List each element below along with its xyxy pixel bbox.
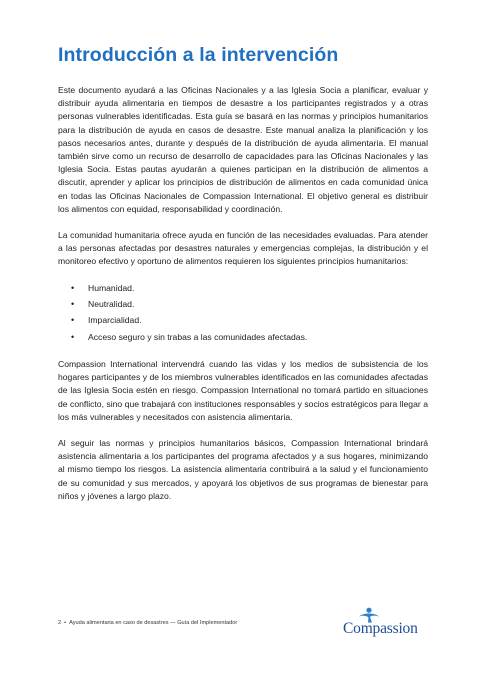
list-item: • Neutralidad.	[88, 298, 428, 311]
principles-list	[58, 282, 428, 344]
body-text	[58, 84, 428, 516]
list-item: • Acceso seguro y sin trabas a las comunidades afectadas.	[88, 331, 428, 344]
list-item: • Humanidad.	[88, 282, 428, 295]
bullet-icon: •	[71, 315, 75, 326]
intervention-paragraph: Compassion International intervendrá cuando las vidas y los medios de subsistencia de los hogares participantes y de los miembros vulnerables identificados en las comunidades afectadas de las Iglesia Socia estén en riesgo. Compassion International no tomará partido en situaciones de conflicto, sino que trabajará con instituciones responsables y socios estratégicos para llegar a los más vulnerables y necesitados con asistencia alimentaria.	[58, 359, 428, 422]
compassion-logo	[343, 607, 439, 643]
footer-separator: •	[64, 620, 67, 626]
footer-doc-title: Ayuda alimentaria en caso de desastres — Guía del Implementador	[69, 620, 238, 626]
page-number: 2	[58, 620, 62, 626]
logo-wordmark: Compassion	[343, 620, 418, 637]
intro-paragraph: Este documento ayudará a las Oficinas Nacionales y a las Iglesia Socia a planificar, evaluar y distribuir ayuda alimentaria en tiempos de desastre a los participantes registrados y a otras personas vulnerables identificadas. Esta guía se basará en las normas y principios humanitarios para la distribución de ayuda en casos de desastre. Este manual analiza la planificación y los pasos necesarios antes, durante y después de la distribución de ayuda alimentaria. El manual también sirve como un recurso de desarrollo de capacidades para las Oficinas Nacionales y las Iglesia Socia. Estas pautas ayudarán a quienes participan en la distribución de alimentos a discutir, aprender y aplicar los principios de distribución de alimentos en cada comunidad única en todas las Oficinas Nacionales de Compassion International. El objetivo general es distribuir los alimentos con equidad, responsabilidad y coordinación.	[58, 85, 428, 214]
standards-paragraph: Al seguir las normas y principios humanitarios básicos, Compassion International brindará asistencia alimentaria a los participantes del programa afectados y a sus hogares, minimizando al mismo tiempo los riesgos. La asistencia alimentaria contribuirá a la salud y el funcionamiento de su comunidad y sus mercados, y apoyará los objetivos de sus programas de bienestar para niños y jóvenes a largo plazo.	[58, 438, 428, 501]
bullet-icon: •	[71, 299, 75, 310]
bullet-icon: •	[71, 282, 75, 293]
humanitarian-paragraph: La comunidad humanitaria ofrece ayuda en función de las necesidades evaluadas. Para atender a las personas afectadas por desastres naturales y emergencias complejas, la distribución y el monitoreo efectivo y oportuno de alimentos requieren los siguientes principios humanitarios:	[58, 230, 428, 267]
page-title: Introducción a la intervención	[58, 44, 339, 66]
page-footer	[58, 620, 237, 626]
list-item: • Imparcialidad.	[88, 314, 428, 327]
bullet-icon: •	[71, 331, 75, 342]
